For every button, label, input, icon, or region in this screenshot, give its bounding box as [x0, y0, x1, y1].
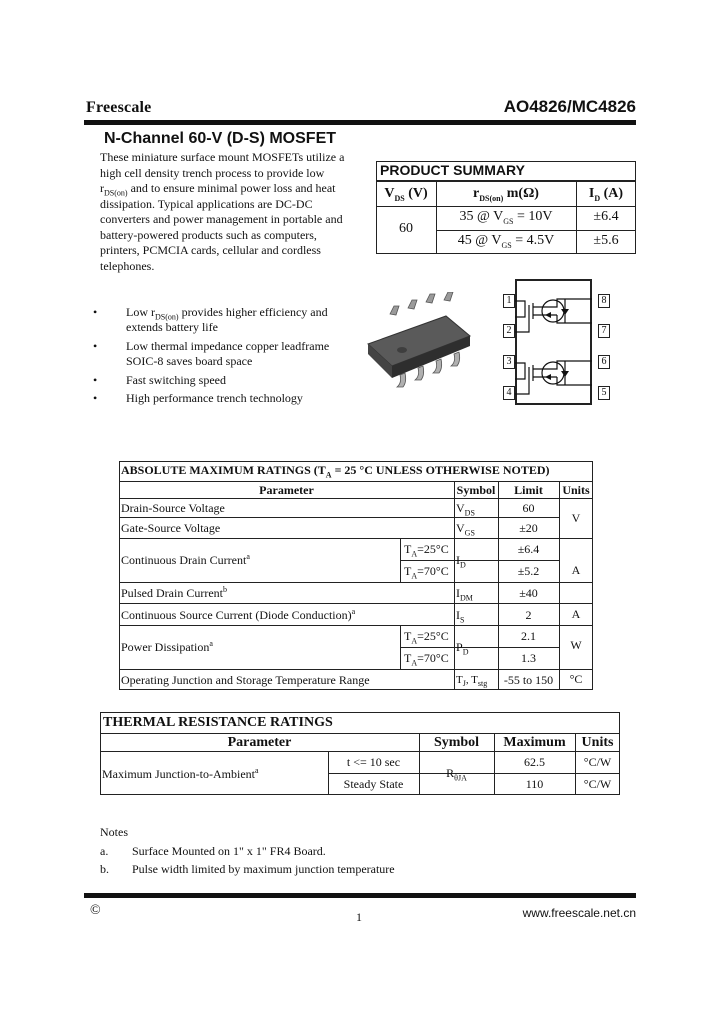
part-number: AO4826/MC4826: [503, 97, 636, 116]
rds-row-1: 35 @ $V_{GS} = 10V$: [459, 209, 553, 226]
note-a-text: Surface Mounted on 1" x 1" FR4 Board.: [132, 844, 326, 858]
param-gate-source-voltage: Gate-Source Voltage: [121, 521, 221, 535]
feature-2: Low thermal impedance copper leadframe: [126, 339, 330, 353]
limit-id-25: ±6.4: [517, 542, 540, 556]
param-temperature-range: Operating Junction and Storage Temperature Range: [121, 673, 370, 687]
cond-t-10sec: t <= 10 sec: [346, 755, 401, 769]
limit-temp: -55 to 150: [503, 673, 554, 687]
max-110: 110: [525, 777, 544, 791]
page-title: N-Channel 60-V (D-S) MOSFET: [104, 130, 337, 147]
thermal-col-parameter: Parameter: [227, 735, 292, 750]
cond-ta25-pd: $T_A=25^\circ C$: [404, 629, 449, 646]
cond-ta70-pd: $T_A=70^\circ C$: [404, 651, 449, 668]
pin-2: 2: [503, 324, 515, 338]
sym-id: $I_D$: [456, 553, 466, 570]
note-b-label: b.: [100, 862, 109, 876]
limit-pd-70: 1.3: [521, 651, 536, 665]
brand-name: Freescale: [86, 99, 152, 116]
sym-idm: $I_{DM}$: [456, 586, 473, 603]
unit-c-per-w-2: °C/W: [583, 777, 612, 791]
col-id: $I_D$ (A): [588, 186, 624, 203]
param-continuous-source-current: Continuous Source Current (Diode Conduction)$^a$: [121, 607, 356, 622]
vds-value: 60: [399, 221, 413, 236]
unit-amps: A: [571, 563, 581, 577]
feature-4: High performance trench technology: [126, 391, 303, 405]
feature-1-cont: extends battery life: [126, 320, 218, 334]
unit-c-per-w-1: °C/W: [583, 755, 612, 769]
thermal-col-maximum: Maximum: [503, 735, 566, 750]
param-power-dissipation: Power Dissipation$^a$: [121, 639, 213, 654]
sym-is: $I_S$: [456, 608, 465, 625]
thermal-title: THERMAL RESISTANCE RATINGS: [103, 715, 333, 730]
col-vds: $V_{DS}$ (V): [384, 186, 428, 203]
pin-5: 5: [598, 386, 610, 400]
page-number: 1: [356, 910, 362, 924]
desc-line: printers, PCMCIA cards, cellular and cordless: [100, 243, 321, 257]
footer-rule: [84, 893, 636, 898]
cond-ta70: $T_A=70^\circ C$: [404, 564, 449, 581]
max-62-5: 62.5: [524, 755, 545, 769]
param-pulsed-drain-current: Pulsed Drain Current$^b$: [121, 585, 227, 600]
pin-7: 7: [598, 324, 610, 338]
copyright-icon: ©: [90, 903, 101, 918]
pin-3: 3: [503, 355, 515, 369]
bullet: •: [93, 339, 98, 353]
description: [100, 150, 360, 274]
desc-line: $r_{DS(on)}$ and to ensure minimal power loss and heat: [100, 181, 336, 198]
id-row-2: ±5.6: [593, 233, 619, 248]
desc-line: battery-powered products such as computers,: [100, 227, 317, 242]
limit-vds: 60: [522, 501, 535, 515]
feature-1: Low $r_{DS(on)}$ provides higher efficiency and: [126, 305, 328, 322]
dual-mosfet-schematic: [515, 279, 592, 405]
pin-8: 8: [598, 294, 610, 308]
footer-url[interactable]: www.freescale.net.cn: [522, 906, 636, 920]
col-symbol: Symbol: [456, 483, 496, 497]
rds-row-2: 45 @ $V_{GS} = 4.5V$: [457, 233, 555, 250]
desc-line: dissipation. Typical applications are DC-DC: [100, 196, 313, 211]
param-junction-to-ambient: Maximum Junction-to-Ambient$^a$: [102, 766, 259, 781]
limit-pd-25: 2.1: [521, 629, 536, 643]
note-b-text: Pulse width limited by maximum junction temperature: [132, 862, 395, 876]
cond-ta25: $T_A=25^\circ C$: [404, 542, 449, 559]
thermal-col-units: Units: [581, 735, 614, 750]
pin-1: 1: [503, 294, 515, 308]
pin-4: 4: [503, 386, 515, 400]
feature-3: Fast switching speed: [126, 373, 226, 387]
unit-amps-2: A: [571, 607, 581, 621]
note-a-label: a.: [100, 844, 109, 858]
bullet: •: [93, 391, 98, 405]
limit-idm: ±40: [519, 586, 538, 600]
thermal-col-symbol: Symbol: [433, 735, 480, 750]
soic8-package-image: [360, 292, 480, 392]
sym-pd: $P_D$: [456, 640, 469, 657]
col-units: Units: [562, 483, 590, 497]
limit-is: 2: [525, 608, 532, 622]
abs-max-title: ABSOLUTE MAXIMUM RATINGS ($T_A = 25$ °C UNLESS OTHERWISE NOTED): [121, 463, 550, 480]
desc-line: These miniature surface mount MOSFETs utilize a: [100, 150, 345, 164]
pin-6: 6: [598, 355, 610, 369]
header-rule: [84, 120, 636, 125]
col-parameter: Parameter: [259, 483, 314, 497]
limit-vgs: ±20: [519, 521, 538, 535]
col-rds: $r_{DS(on)}$ m(Ω): [473, 186, 539, 203]
col-limit: Limit: [514, 483, 543, 497]
desc-line: high cell density trench process to provide low: [100, 165, 325, 180]
limit-id-70: ±5.2: [517, 564, 540, 578]
param-continuous-drain-current: Continuous Drain Current$^a$: [121, 552, 250, 567]
product-summary-title: PRODUCT SUMMARY: [380, 162, 525, 178]
sym-vds: $V_{DS}$: [456, 501, 475, 518]
unit-volts: V: [571, 511, 581, 525]
cond-steady-state: Steady State: [343, 777, 404, 791]
desc-line: telephones.: [100, 258, 155, 273]
sym-rthja: $R_{\theta JA}$: [446, 766, 467, 783]
id-row-1: ±6.4: [593, 209, 619, 224]
feature-2-cont: SOIC-8 saves board space: [126, 354, 253, 368]
bullet: •: [93, 305, 98, 319]
unit-watts: W: [570, 638, 582, 652]
param-drain-source-voltage: Drain-Source Voltage: [121, 501, 225, 515]
sym-vgs: $V_{GS}$: [456, 521, 475, 538]
notes-title: Notes: [100, 825, 128, 839]
unit-celsius: °C: [569, 672, 583, 686]
desc-line: converters and power management in portable and: [100, 212, 343, 226]
bullet: •: [93, 373, 98, 387]
sym-tj-tstg: $T_J$, $T_{stg}$: [456, 674, 488, 689]
